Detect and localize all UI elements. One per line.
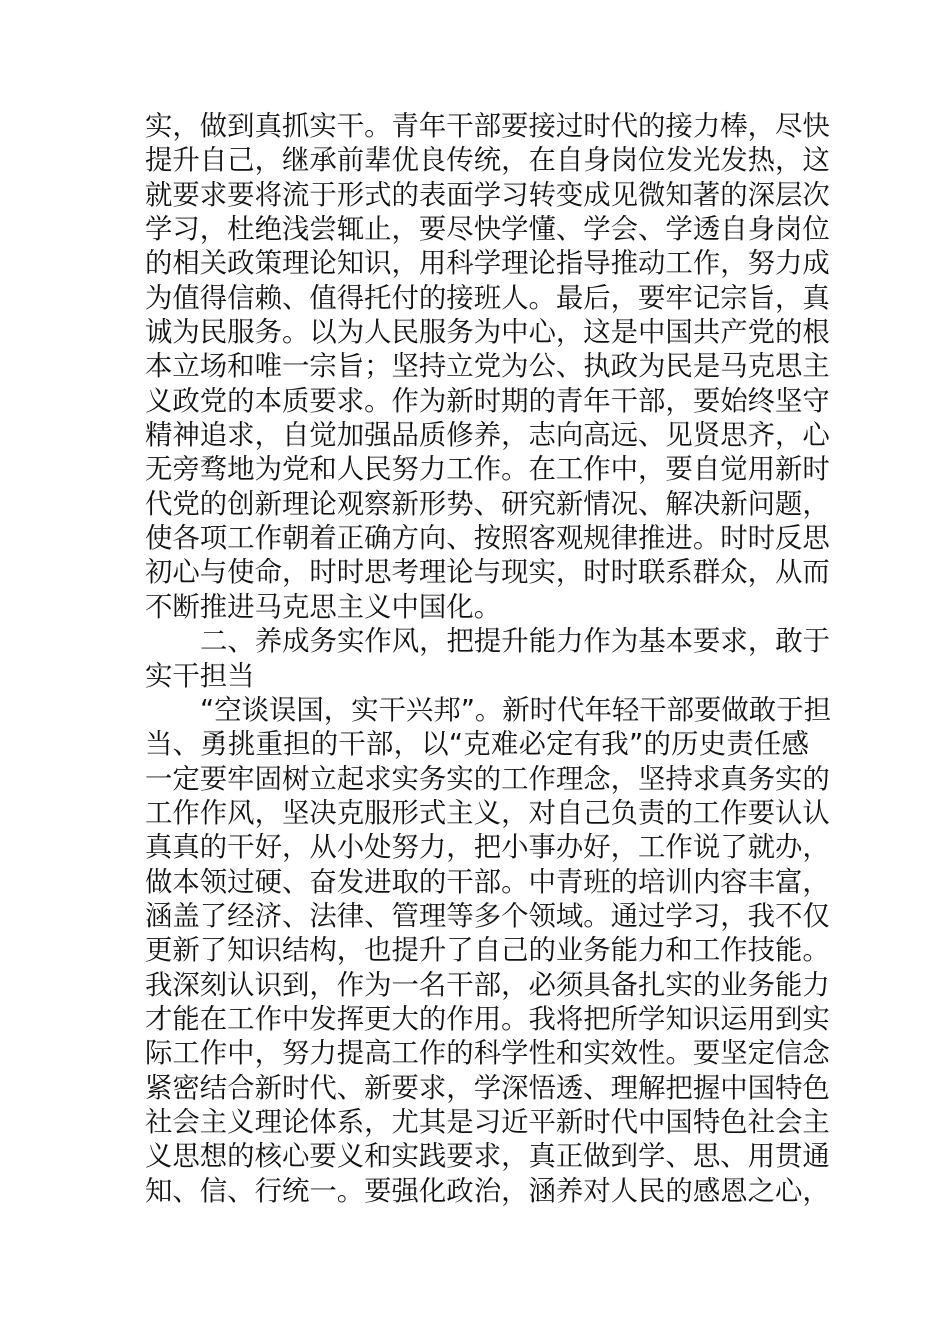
text-line: 工作作风，坚决克服形式主义，对自己负责的工作要认认 [145, 797, 830, 829]
text-line: 实干担当 [145, 660, 255, 692]
text-line: 为值得信赖、值得托付的接班人。最后，要牢记宗旨，真 [145, 282, 830, 314]
text-line: 我深刻认识到，作为一名干部，必须具备扎实的业务能力 [145, 969, 830, 1001]
text-line: 义政党的本质要求。作为新时期的青年干部，要始终坚守 [145, 385, 830, 417]
text-line: 使各项工作朝着正确方向、按照客观规律推进。时时反思 [145, 523, 830, 555]
text-line: 学习，杜绝浅尝辄止，要尽快学懂、学会、学透自身岗位 [145, 214, 830, 246]
document-body [145, 110, 831, 1209]
text-line: 知、信、行统一。要强化政治，涵养对人民的感恩之心， [145, 1175, 830, 1207]
text-line: 做本领过硬、奋发进取的干部。中青班的培训内容丰富， [145, 866, 830, 898]
text-line: 初心与使命，时时思考理论与现实，时时联系群众，从而 [145, 557, 830, 589]
text-line: 际工作中，努力提高工作的科学性和实效性。要坚定信念 [145, 1038, 830, 1070]
text-line: 更新了知识结构，也提升了自己的业务能力和工作技能。 [145, 935, 830, 967]
text-line: 社会主义理论体系，尤其是习近平新时代中国特色社会主 [145, 1106, 830, 1138]
section-heading-line: 二、养成务实作风，把提升能力作为基本要求，敢于 [200, 626, 830, 658]
text-line: 实，做到真抓实干。青年干部要接过时代的接力棒，尽快 [145, 111, 830, 142]
text-line: 无旁骛地为党和人民努力工作。在工作中，要自觉用新时 [145, 454, 830, 486]
text-line: 真真的干好，从小处努力，把小事办好，工作说了就办， [145, 832, 830, 864]
text-line: 就要求要将流于形式的表面学习转变成见微知著的深层次 [145, 179, 830, 211]
text-line: 义思想的核心要义和实践要求，真正做到学、思、用贯通 [145, 1141, 830, 1173]
text-line: 不断推进马克思主义中国化。 [145, 591, 502, 623]
text-line: 提升自己，继承前辈优良传统，在自身岗位发光发热，这 [145, 145, 830, 177]
text-line: 当、勇挑重担的干部，以“克难必定有我”的历史责任感 [145, 729, 809, 761]
text-line: 代党的创新理论观察新形势、研究新情况、解决新问题， [145, 488, 830, 520]
text-line: 诚为民服务。以为人民服务为中心，这是中国共产党的根 [145, 317, 830, 349]
text-line: 涵盖了经济、法律、管理等多个领域。通过学习，我不仅 [145, 900, 830, 932]
text-line: 一定要牢固树立起求实务实的工作理念，坚持求真务实的 [145, 763, 830, 795]
text-line: 才能在工作中发挥更大的作用。我将把所学知识运用到实 [145, 1003, 830, 1035]
text-line: 的相关政策理论知识，用科学理论指导推动工作，努力成 [145, 248, 830, 280]
text-line: 精神追求，自觉加强品质修养，志向高远、见贤思齐，心 [145, 420, 830, 452]
text-line: “空谈误国，实干兴邦”。新时代年轻干部要做敢于担 [200, 694, 831, 726]
text-line: 紧密结合新时代、新要求，学深悟透、理解把握中国特色 [145, 1072, 830, 1104]
text-line: 本立场和唯一宗旨；坚持立党为公、执政为民是马克思主 [145, 351, 830, 383]
